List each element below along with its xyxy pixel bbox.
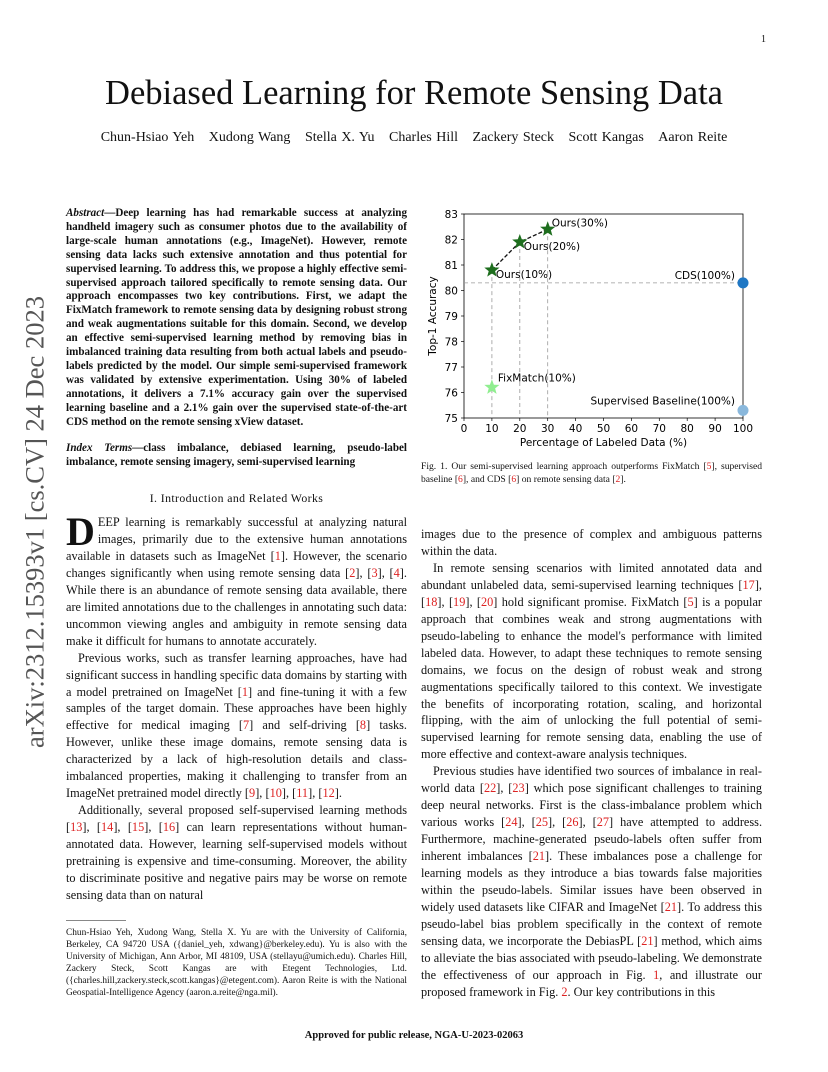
paragraph-text: Previous studies have identified two sources of imbalance in real-world data [22], [23] which pose significant challenges to training deep neural networks. First is the class-imbalance problem which various works [24], [25], [26], [27] have attempted to address. Furthermore, machine-generated pseudo-labels often suffer from inherent imbalances [21]. These imbalances pose a challenge for learning models as they introduce a bias towards false majorities within the pseudo-labels. Similar issues have been observed in widely used datasets like CIFAR and ImageNet [21]. To address this pseudo-label bias problem specifically in the context of remote sensing data, we incorporate the DebiasPL [21] method, which aims to alleviate the bias associated with pseudo-labeling. We demonstrate the effectiveness of our approach in Fig. 1, and illustrate our proposed framework in Fig. 2. Our key contributions in this bbox=[421, 764, 763, 999]
figure-ref[interactable]: 1 bbox=[653, 967, 660, 982]
x-tick-label: 100 bbox=[732, 423, 754, 435]
right-column bbox=[421, 526, 762, 1001]
point-label: Ours(20%) bbox=[523, 241, 581, 254]
citation-ref[interactable]: 17 bbox=[742, 577, 755, 592]
point-label: Ours(10%) bbox=[495, 269, 553, 282]
caption-text: Fig. 1. Our semi-supervised learning approach outperforms FixMatch [5], supervised baseline [6], and CDS [6] on remote sensing data [2]. bbox=[421, 461, 762, 485]
citation-ref[interactable]: 12 bbox=[322, 786, 335, 801]
author-list bbox=[0, 130, 828, 146]
citation-ref[interactable]: 21 bbox=[641, 933, 654, 948]
y-tick-label: 79 bbox=[444, 311, 458, 323]
author: Charles Hill bbox=[388, 130, 459, 145]
abstract-label: Abstract bbox=[66, 207, 105, 219]
y-axis-label: Top-1 Accuracy bbox=[427, 276, 439, 356]
citation-ref[interactable]: 24 bbox=[505, 815, 518, 830]
paragraph bbox=[421, 763, 762, 1000]
paragraph-text: Previous works, such as transfer learning approaches, have had significant success in handling specific data domains by starting with a model pretrained on ImageNet [1] and fine-tuning it with a few samples of the target domain. These approaches have been highly effective for medical imaging [7] and self-driving [8] tasks. However, unlike these image domains, remote sensing data is characterized by a lack of high-resolution details and class-imbalanced properties, making it challenging to transfer from an ImageNet pretrained model directly [9], [10], [11], [12]. bbox=[66, 650, 407, 801]
citation-ref[interactable]: 25 bbox=[535, 815, 549, 830]
citation-ref[interactable]: 11 bbox=[296, 786, 309, 801]
point-label: FixMatch(10%) bbox=[497, 372, 576, 385]
page-number: 1 bbox=[761, 34, 766, 45]
figure-ref[interactable]: 2 bbox=[561, 984, 568, 999]
index-terms bbox=[66, 442, 407, 470]
circle-marker bbox=[738, 405, 749, 416]
citation-ref[interactable]: 21 bbox=[532, 849, 545, 864]
drop-cap: D bbox=[66, 509, 95, 554]
circle-marker bbox=[738, 277, 749, 288]
index-terms-text: —class imbalance, debiased learning, pseudo-label imbalance, remote sensing imagery, semi-supervised learning bbox=[66, 442, 407, 468]
footnote: Chun-Hsiao Yeh, Xudong Wang, Stella X. Yu are with the University of California, Berkeley, CA 94720 USA ({daniel_yeh, xdwang}@berkeley.edu). Yu is also with the University of Michigan, Ann Arbor, MI 48109, USA (stellayu@umich.edu). Charles Hill, Zackery Steck, Scott Kangas are with Etegent Technologies, Ltd. ({charles.hill,zackery.steck,scott.kangas}@etegent.com). Aaron Reite is with the National Geospatial-Intelligence Agency (aaron.a.reite@nga.mil). bbox=[66, 928, 407, 998]
citation-ref[interactable]: 4 bbox=[393, 565, 400, 580]
x-axis-label: Percentage of Labeled Data (%) bbox=[519, 437, 688, 449]
paragraph-text: In remote sensing scenarios with limited annotated data and abundant unlabeled data, semi-supervised learning techniques [17], [18], [19], [20] hold significant promise. FixMatch [5] is a popular approach that combines weak and strong augmentations with pseudo-labeling to enhance the model's performance with limited labeled data. However, to adapt these techniques to remote sensing domains, we focus on the design of robust weak and strong augmentations specifically tailored to this context. We investigate the benefits of incorporating rotation, scaling, and horizontal flipping, with the aim of unlocking the full potential of semi-supervised learning for remote sensing data, enabling the use of more effective and context-aware analysis techniques. bbox=[421, 560, 762, 762]
paragraph bbox=[66, 509, 407, 650]
citation-ref[interactable]: 13 bbox=[70, 820, 83, 835]
y-tick-label: 81 bbox=[444, 260, 458, 272]
paragraph-text: Additionally, several proposed self-supervised learning methods [13], [14], [15], [16] can learn representations without human-annotated data. However, learning self-supervised models without pretraining is expensive and time-consuming. Moreover, the ability to discriminate positive and negative pairs may be worse on remote sensing data than on natural bbox=[66, 803, 407, 902]
citation-ref[interactable]: 14 bbox=[101, 820, 114, 835]
y-tick-label: 75 bbox=[444, 413, 458, 425]
citation-ref[interactable]: 2 bbox=[349, 565, 356, 580]
y-tick-label: 80 bbox=[444, 285, 458, 298]
author: Scott Kangas bbox=[568, 130, 644, 145]
citation-ref[interactable]: 22 bbox=[483, 781, 497, 796]
author: Aaron Reite bbox=[658, 130, 728, 145]
index-terms-label: Index Terms bbox=[66, 442, 133, 454]
paper-title: Debiased Learning for Remote Sensing Data bbox=[105, 74, 723, 112]
x-tick-label: 20 bbox=[513, 423, 527, 435]
release-notice: Approved for public release, NGA-U-2023-02063 bbox=[304, 1030, 524, 1041]
citation-ref[interactable]: 23 bbox=[512, 781, 525, 796]
citation-ref[interactable]: 16 bbox=[162, 820, 176, 835]
left-column bbox=[66, 509, 407, 904]
citation-ref[interactable]: 18 bbox=[425, 594, 438, 609]
figure-1-chart bbox=[421, 200, 762, 450]
citation-ref[interactable]: 27 bbox=[596, 815, 610, 830]
x-tick-label: 60 bbox=[624, 423, 639, 435]
citation-ref[interactable]: 20 bbox=[480, 594, 494, 609]
plot-frame bbox=[464, 214, 743, 418]
point-label: CDS(100%) bbox=[674, 269, 735, 282]
author: Chun-Hsiao Yeh bbox=[100, 130, 195, 145]
paragraph bbox=[66, 650, 407, 803]
y-tick-label: 82 bbox=[444, 234, 458, 247]
paragraph bbox=[421, 526, 762, 560]
citation-ref[interactable]: 10 bbox=[269, 786, 282, 801]
x-tick-label: 10 bbox=[485, 423, 499, 435]
citation-ref[interactable]: 15 bbox=[131, 820, 145, 835]
point-label: Supervised Baseline(100%) bbox=[590, 395, 735, 408]
arxiv-id: arXiv:2312.15393v1 [cs.CV] 24 Dec 2023 bbox=[19, 296, 50, 748]
paragraph bbox=[421, 560, 762, 763]
author: Xudong Wang bbox=[208, 130, 291, 145]
x-tick-label: 0 bbox=[460, 423, 468, 435]
citation-ref[interactable]: 5 bbox=[687, 594, 694, 609]
x-tick-label: 40 bbox=[568, 423, 583, 435]
citation-ref[interactable]: 21 bbox=[664, 899, 677, 914]
author: Stella X. Yu bbox=[304, 130, 375, 145]
point-label: Ours(30%) bbox=[551, 217, 608, 230]
paragraph-text: EEP learning is remarkably successful at analyzing natural images, primarily due to the extensive human annotations available in datasets such as ImageNet [1]. However, the scenario changes significantly when using remote sensing data [2], [3], [4]. While there is an abundance of remote sensing data available, there are limited annotations due to the challenges in annotating such data: uncommon viewing angles and ambiguity in remote sensing data make it difficult for humans to annotate accurately. bbox=[66, 515, 407, 648]
x-tick-label: 90 bbox=[708, 423, 722, 435]
citation-ref[interactable]: 19 bbox=[453, 594, 466, 609]
citation-ref[interactable]: 9 bbox=[249, 786, 256, 801]
chart-svg bbox=[421, 200, 762, 450]
citation-ref[interactable]: 7 bbox=[243, 718, 250, 733]
y-tick-label: 78 bbox=[444, 336, 458, 349]
x-tick-label: 50 bbox=[596, 423, 611, 435]
abstract-text: —Deep learning has had remarkable success at analyzing handheld imagery such as consumer photos due to the availability of large-scale human annotations (e.g., ImageNet). However, remote sensing data lacks such extensive annotation and thus potential for supervised learning. To address this, we propose a highly effective semi-supervised approach tailored specifically to remote sensing data. Our approach encompasses two key contributions. First, we adapt the FixMatch framework to remote sensing data by designing robust strong and weak augmentations suitable for this domain. Second, we develop an effective semi-supervised learning method by removing bias in imbalanced training data resulting from both actual labels and pseudo-labels predicted by the model. Our simple semi-supervised framework was validated by extensive experimentation. Using 30% of labeled annotations, it delivers a 7.1% accuracy gain over the supervised learning baseline and a 2.1% gain over the supervised state-of-the-art CDS method on the remote sensing xView dataset. bbox=[66, 207, 407, 428]
abstract bbox=[66, 207, 407, 430]
citation-ref[interactable]: 1 bbox=[274, 548, 281, 563]
section-heading: I. Introduction and Related Works bbox=[149, 491, 324, 505]
arxiv-stamp bbox=[20, 287, 50, 757]
citation-ref[interactable]: 5 bbox=[706, 461, 712, 472]
paragraph bbox=[66, 802, 407, 904]
paragraph-text: images due to the presence of complex and ambiguous patterns within the data. bbox=[421, 527, 762, 558]
footnote-divider bbox=[66, 920, 126, 921]
citation-ref[interactable]: 26 bbox=[566, 815, 579, 830]
citation-ref[interactable]: 6 bbox=[511, 474, 517, 485]
x-tick-label: 70 bbox=[652, 423, 666, 435]
y-tick-label: 83 bbox=[444, 209, 458, 221]
x-tick-label: 80 bbox=[680, 423, 694, 435]
citation-ref[interactable]: 3 bbox=[371, 565, 378, 580]
y-tick-label: 76 bbox=[444, 387, 458, 400]
figure-caption bbox=[421, 460, 762, 486]
citation-ref[interactable]: 6 bbox=[458, 474, 463, 485]
author: Zackery Steck bbox=[472, 130, 554, 145]
citation-ref[interactable]: 8 bbox=[359, 718, 367, 733]
citation-ref[interactable]: 2 bbox=[615, 474, 621, 485]
citation-ref[interactable]: 1 bbox=[241, 684, 248, 699]
y-tick-label: 77 bbox=[444, 362, 458, 374]
x-tick-label: 30 bbox=[541, 423, 555, 435]
